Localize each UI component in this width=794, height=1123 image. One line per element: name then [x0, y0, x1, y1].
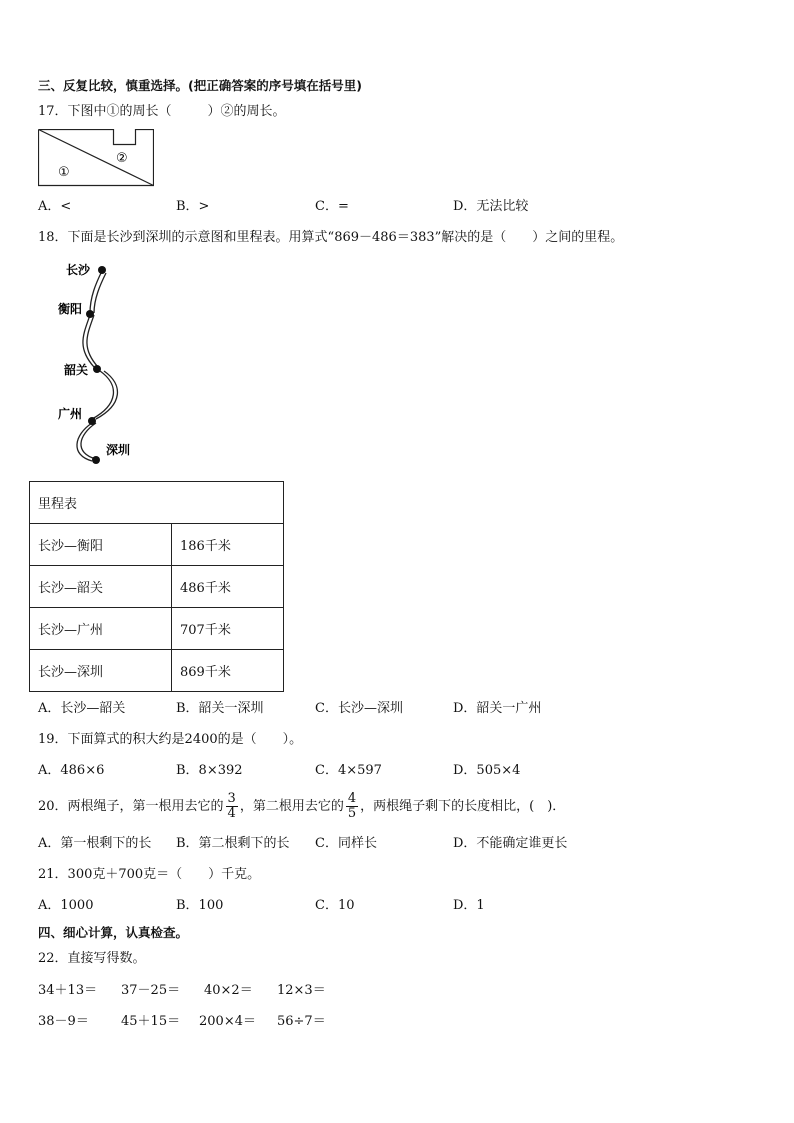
q18-option-d[interactable]: D．韶关一广州	[453, 701, 542, 716]
q17-option-a[interactable]: A．<	[38, 199, 72, 214]
route-segment-1	[90, 271, 102, 313]
calc-item: 37－25＝	[121, 983, 181, 998]
q17-figure-label-1: ①	[58, 165, 70, 180]
q20-option-b[interactable]: B．第二根剩下的长	[176, 836, 290, 851]
q18-options	[38, 700, 758, 718]
q17-question-post: ）②的周长。	[207, 104, 286, 119]
calc-item: 12×3＝	[277, 983, 326, 998]
route-segment-4	[77, 423, 92, 461]
q20-option-d[interactable]: D．不能确定谁更长	[453, 836, 568, 851]
mileage-table	[29, 481, 284, 692]
table-row	[30, 650, 284, 692]
route-segment-4b	[81, 423, 96, 459]
q20-fraction-1-numerator: 3	[227, 791, 236, 806]
q17-option-b[interactable]: B．>	[176, 199, 210, 214]
mileage-route: 长沙—衡阳	[30, 524, 172, 566]
q17-option-c[interactable]: C．=	[315, 199, 349, 214]
q19-options	[38, 762, 758, 780]
q18-option-a[interactable]: A．长沙—韶关	[38, 701, 126, 716]
q21-option-c[interactable]: C．10	[315, 898, 355, 913]
map-label-guangzhou: 广州	[58, 407, 83, 421]
q21-option-a[interactable]: A．1000	[38, 898, 94, 913]
table-row	[30, 524, 284, 566]
route-segment-3b	[96, 371, 117, 419]
q19-option-a[interactable]: A．486×6	[38, 763, 105, 778]
mileage-route: 长沙—韶关	[30, 566, 172, 608]
mileage-table-title-row	[30, 482, 284, 524]
q20-part-2: ，第二根用去它的	[239, 799, 344, 814]
q17-options	[38, 198, 758, 216]
calc-item: 34＋13＝	[38, 983, 98, 998]
route-segment-1b	[94, 273, 106, 313]
q18-route-map	[40, 255, 150, 470]
q21-option-b[interactable]: B．100	[176, 898, 224, 913]
q20-part-3: ，两根绳子剩下的长度相比，( )．	[360, 799, 566, 814]
map-dot-changsha	[98, 266, 106, 274]
calc-item: 45＋15＝	[121, 1014, 181, 1029]
map-label-shaoguan: 韶关	[64, 363, 89, 377]
table-row	[30, 608, 284, 650]
q19-option-b[interactable]: B．8×392	[176, 763, 243, 778]
section-3-heading: 三、反复比较，慎重选择。(把正确答案的序号填在括号里)	[38, 78, 362, 93]
mileage-distance: 186千米	[172, 524, 284, 566]
section-4-heading: 四、细心计算，认真检查。	[38, 925, 189, 940]
map-dot-guangzhou	[88, 417, 96, 425]
mileage-distance: 869千米	[172, 650, 284, 692]
q19-question: 19．下面算式的积大约是2400的是（ ）。	[38, 732, 303, 747]
q20-fraction-2	[346, 792, 358, 821]
q20-option-a[interactable]: A．第一根剩下的长	[38, 836, 152, 851]
q20-question	[38, 790, 565, 824]
q21-question: 21．300克＋700克＝（ ）千克。	[38, 867, 261, 882]
q20-option-c[interactable]: C．同样长	[315, 836, 377, 851]
q20-options	[38, 835, 758, 853]
q18-option-c[interactable]: C．长沙—深圳	[315, 701, 403, 716]
q17-figure-diagonal	[39, 130, 154, 186]
map-dot-shaoguan	[93, 365, 101, 373]
mileage-table-title: 里程表	[30, 482, 284, 524]
q17-option-d[interactable]: D．无法比较	[453, 199, 529, 214]
q19-option-c[interactable]: C．4×597	[315, 763, 382, 778]
q19-option-d[interactable]: D．505×4	[453, 763, 521, 778]
map-label-shenzhen: 深圳	[106, 443, 131, 457]
route-segment-3	[92, 371, 113, 419]
q17-question	[38, 103, 286, 121]
q21-option-d[interactable]: D．1	[453, 898, 485, 913]
q20-fraction-2-numerator: 4	[347, 791, 357, 806]
q20-fraction-1-denominator: 4	[227, 806, 236, 821]
q18-question: 18．下面是长沙到深圳的示意图和里程表。用算式“869－486＝383”解决的是（ ）之间的里程。	[38, 230, 624, 245]
q20-part-1: 20．两根绳子，第一根用去它的	[38, 799, 224, 814]
q17-figure-label-2: ②	[116, 151, 128, 166]
q17-figure	[38, 129, 154, 187]
map-label-changsha: 长沙	[66, 263, 91, 277]
q22-question: 22．直接写得数。	[38, 951, 146, 966]
calc-item: 56÷7＝	[277, 1014, 326, 1029]
map-dot-shenzhen	[92, 456, 100, 464]
map-dot-hengyang	[86, 310, 94, 318]
calc-item: 200×4＝	[199, 1014, 256, 1029]
mileage-route: 长沙—深圳	[30, 650, 172, 692]
calc-item: 40×2＝	[204, 983, 253, 998]
mileage-distance: 707千米	[172, 608, 284, 650]
q20-fraction-2-denominator: 5	[347, 806, 357, 821]
q21-options	[38, 897, 758, 915]
map-label-hengyang: 衡阳	[58, 302, 83, 316]
q18-option-b[interactable]: B．韶关一深圳	[176, 701, 264, 716]
mileage-route: 长沙—广州	[30, 608, 172, 650]
mileage-distance: 486千米	[172, 566, 284, 608]
q20-fraction-1	[226, 792, 238, 821]
table-row	[30, 566, 284, 608]
q17-question-pre: 17．下图中①的周长（	[38, 104, 172, 119]
calc-item: 38－9＝	[38, 1014, 89, 1029]
